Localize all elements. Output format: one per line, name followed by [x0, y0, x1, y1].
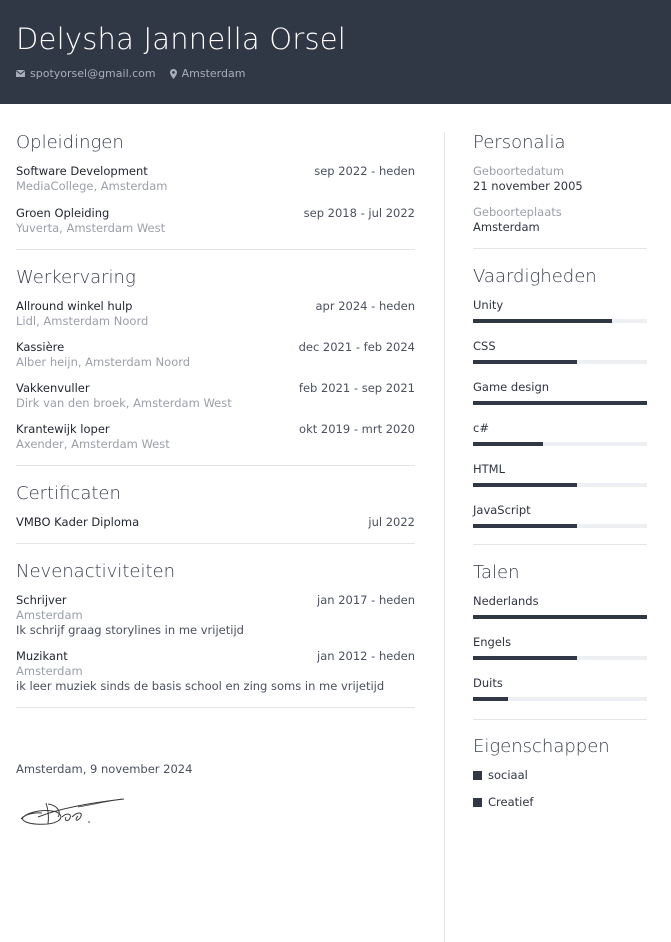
entry-place: Axender, Amsterdam West	[16, 437, 170, 451]
field-label: Geboortedatum	[473, 164, 565, 178]
entry-date: sep 2018 - jul 2022	[303, 206, 415, 220]
personal-section	[473, 132, 647, 234]
language-bar-fill	[473, 656, 577, 660]
skill-bar-fill	[473, 483, 577, 487]
language-item	[473, 594, 647, 619]
entry-place: Amsterdam	[16, 608, 83, 622]
skill-name: JavaScript	[473, 503, 531, 517]
work-entry	[16, 381, 415, 410]
entry-title: VMBO Kader Diploma	[16, 515, 140, 529]
email-item[interactable]	[16, 67, 156, 80]
skill-bar-fill	[473, 401, 647, 405]
header	[0, 0, 671, 104]
entry-date: jan 2017 - heden	[317, 593, 415, 607]
skill-bar-fill	[473, 360, 577, 364]
entry-place: Amsterdam	[16, 664, 83, 678]
skill-item	[473, 421, 647, 446]
sidebar-column	[473, 132, 647, 809]
skill-bar	[473, 360, 647, 364]
trait-label: sociaal	[488, 768, 528, 782]
section-divider	[16, 465, 415, 466]
work-section	[16, 267, 415, 451]
skill-item	[473, 462, 647, 487]
certificates-section	[16, 483, 415, 529]
main-column	[16, 132, 415, 708]
place-date: Amsterdam, 9 november 2024	[16, 762, 193, 776]
section-title: Eigenschappen	[473, 736, 610, 757]
section-title: Certificaten	[16, 483, 121, 504]
section-divider	[473, 248, 647, 249]
traits-section	[473, 736, 647, 809]
entry-date: jul 2022	[368, 515, 415, 529]
trait-item	[473, 795, 647, 809]
field-label: Geboorteplaats	[473, 205, 562, 219]
skill-bar	[473, 524, 647, 528]
languages-section	[473, 562, 647, 701]
location-text: Amsterdam	[181, 67, 246, 80]
signature	[18, 793, 128, 829]
entry-title: Kassière	[16, 340, 65, 354]
skill-name: HTML	[473, 462, 506, 476]
entry-date: okt 2019 - mrt 2020	[299, 422, 415, 436]
email-text: spotyorsel@gmail.com	[30, 67, 156, 80]
language-item	[473, 676, 647, 701]
skill-bar-fill	[473, 442, 543, 446]
activities-section	[16, 561, 415, 693]
education-entry	[16, 206, 415, 235]
education-section	[16, 132, 415, 235]
entry-description: ik leer muziek sinds de basis school en zing soms in me vrijetijd	[16, 679, 385, 693]
skill-name: CSS	[473, 339, 496, 353]
entry-place: Alber heijn, Amsterdam Noord	[16, 355, 191, 369]
entry-title: Groen Opleiding	[16, 206, 110, 220]
skill-item	[473, 380, 647, 405]
education-entry	[16, 164, 415, 193]
entry-date: dec 2021 - feb 2024	[298, 340, 415, 354]
section-divider	[16, 707, 415, 708]
skill-name: Game design	[473, 380, 550, 394]
entry-title: Muzikant	[16, 649, 68, 663]
skill-name: Unity	[473, 298, 504, 312]
section-title: Nevenactiviteiten	[16, 561, 175, 582]
section-divider	[16, 249, 415, 250]
language-bar-fill	[473, 697, 508, 701]
work-entry	[16, 340, 415, 369]
map-pin-icon	[170, 69, 177, 79]
entry-title: Software Development	[16, 164, 148, 178]
skill-name: c#	[473, 421, 489, 435]
location-item	[170, 67, 246, 80]
contact-info	[16, 67, 259, 80]
entry-title: Allround winkel hulp	[16, 299, 133, 313]
square-bullet-icon	[473, 771, 482, 780]
language-item	[473, 635, 647, 660]
language-name: Duits	[473, 676, 503, 690]
entry-title: Vakkenvuller	[16, 381, 90, 395]
work-entry	[16, 422, 415, 451]
section-title: Vaardigheden	[473, 266, 597, 287]
activity-entry	[16, 593, 415, 637]
skill-bar	[473, 483, 647, 487]
full-name: Delysha Jannella Orsel	[16, 22, 347, 56]
entry-date: feb 2021 - sep 2021	[298, 381, 415, 395]
language-name: Nederlands	[473, 594, 539, 608]
language-bar	[473, 656, 647, 660]
entry-place: Lidl, Amsterdam Noord	[16, 314, 149, 328]
language-bar-fill	[473, 615, 647, 619]
trait-item	[473, 768, 647, 782]
skill-bar	[473, 319, 647, 323]
section-title: Opleidingen	[16, 132, 124, 153]
section-divider	[473, 544, 647, 545]
field-value: 21 november 2005	[473, 179, 583, 193]
entry-title: Krantewijk loper	[16, 422, 110, 436]
entry-place: Yuverta, Amsterdam West	[16, 221, 166, 235]
work-entry	[16, 299, 415, 328]
trait-label: Creatief	[488, 795, 534, 809]
section-title: Talen	[473, 562, 520, 583]
activity-entry	[16, 649, 415, 693]
section-title: Werkervaring	[16, 267, 136, 288]
column-divider	[444, 132, 445, 942]
entry-date: jan 2012 - heden	[317, 649, 415, 663]
section-title: Personalia	[473, 132, 566, 153]
skills-section	[473, 266, 647, 528]
field-value: Amsterdam	[473, 220, 540, 234]
skill-item	[473, 298, 647, 323]
language-bar	[473, 615, 647, 619]
skill-bar-fill	[473, 524, 577, 528]
square-bullet-icon	[473, 798, 482, 807]
skill-bar	[473, 442, 647, 446]
entry-date: sep 2022 - heden	[314, 164, 415, 178]
entry-date: apr 2024 - heden	[315, 299, 415, 313]
language-bar	[473, 697, 647, 701]
envelope-icon	[16, 70, 25, 77]
birth-place-field	[473, 205, 647, 234]
section-divider	[473, 719, 647, 720]
entry-place: Dirk van den broek, Amsterdam West	[16, 396, 232, 410]
skill-bar	[473, 401, 647, 405]
birth-date-field	[473, 164, 647, 193]
skill-item	[473, 503, 647, 528]
certificate-entry	[16, 515, 415, 529]
section-divider	[16, 543, 415, 544]
entry-title: Schrijver	[16, 593, 67, 607]
skill-bar-fill	[473, 319, 612, 323]
skill-item	[473, 339, 647, 364]
entry-place: MediaCollege, Amsterdam	[16, 179, 168, 193]
entry-description: Ik schrijf graag storylines in me vrijetijd	[16, 623, 244, 637]
language-name: Engels	[473, 635, 512, 649]
